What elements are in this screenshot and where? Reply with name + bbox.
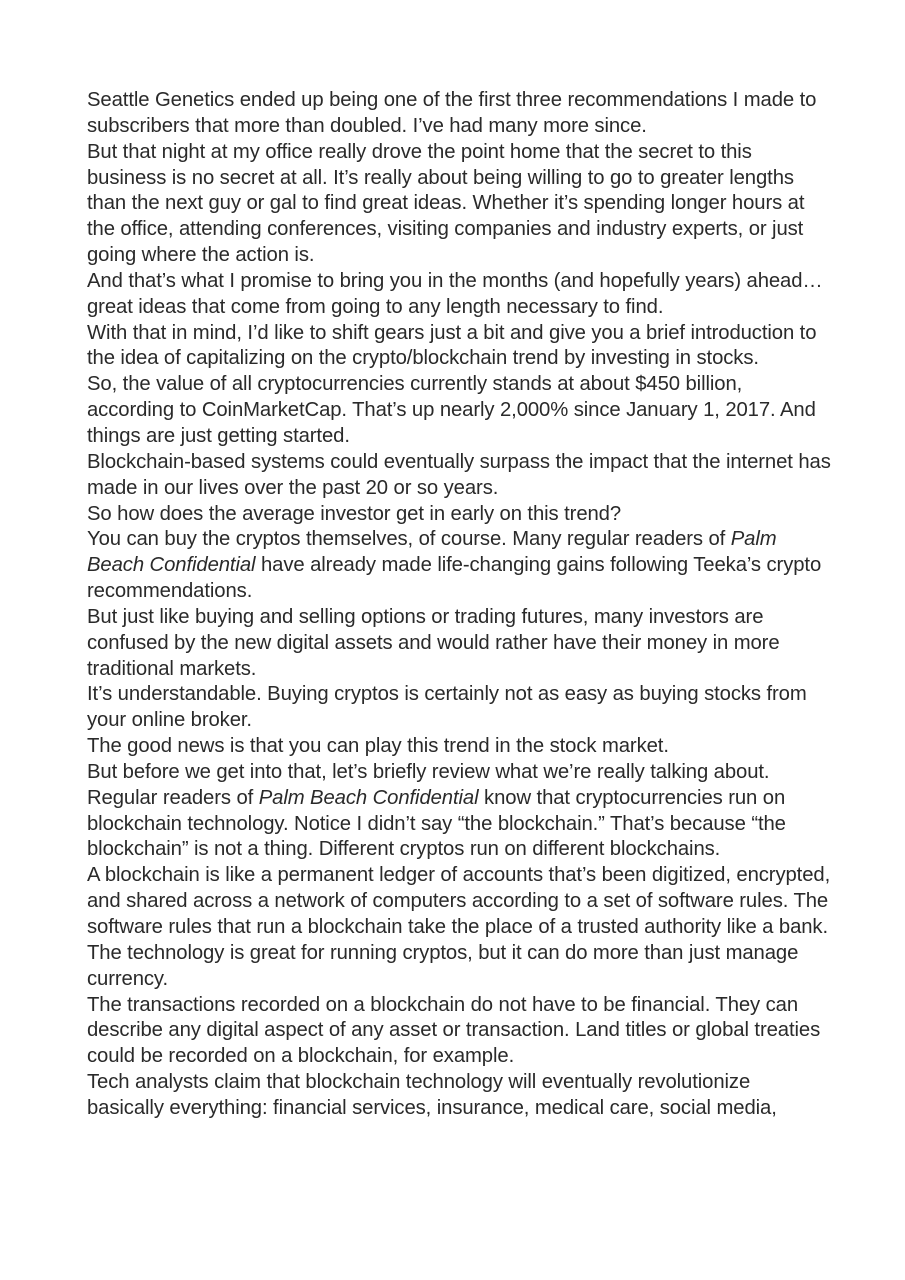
paragraph-text: Tech analysts claim that blockchain technology will eventually revolutionize basically everything: financial services, insurance, medical care, social media,	[87, 1071, 777, 1119]
paragraph	[87, 527, 832, 605]
paragraph	[87, 321, 832, 373]
paragraph	[87, 269, 832, 321]
paragraph-text: And that’s what I promise to bring you in the months (and hopefully years) ahead… great ideas that come from going to any length necessary to find.	[87, 269, 823, 318]
paragraph-text: You can buy the cryptos themselves, of course. Many regular readers of	[87, 528, 731, 551]
paragraph	[87, 682, 832, 734]
paragraph-text: So how does the average investor get in early on this trend?	[87, 502, 622, 525]
paragraph	[87, 605, 832, 683]
paragraph	[87, 1070, 832, 1122]
paragraph-text: With that in mind, I’d like to shift gears just a bit and give you a brief introduction to the idea of capitalizing on the crypto/blockchain trend by investing in stocks.	[87, 321, 817, 370]
paragraph	[87, 88, 832, 140]
publication-title: Palm Beach Confidential	[87, 528, 777, 577]
paragraph-text: Seattle Genetics ended up being one of the first three recommendations I made to subscribers that more than doubled. I’ve had many more since.	[87, 89, 817, 137]
publication-title: Palm Beach Confidential	[258, 786, 479, 809]
paragraph	[87, 993, 832, 1071]
paragraph	[87, 372, 832, 450]
paragraph	[87, 760, 832, 786]
paragraph-text: A blockchain is like a permanent ledger of accounts that’s been digitized, encrypted, and shared across a network of computers according to a set of software rules. The software rules that run a blockchain take the place of a trusted authority like a bank. The technology is great for running cryptos, but it can do more than just manage currency.	[87, 864, 831, 990]
paragraph-text: So, the value of all cryptocurrencies currently stands at about $450 billion, according to CoinMarketCap. That’s up nearly 2,000% since January 1, 2017. And things are just getting started.	[87, 373, 816, 447]
paragraph	[87, 450, 832, 502]
paragraph-text: But just like buying and selling options or trading futures, many investors are confused by the new digital assets and would rather have their money in more traditional markets.	[87, 605, 780, 680]
paragraph-text: Regular readers of	[87, 786, 259, 809]
paragraph-text: Blockchain-based systems could eventually surpass the impact that the internet has made in our lives over the past 20 or so years.	[87, 450, 831, 499]
body-text	[87, 88, 832, 1122]
paragraph-text: But before we get into that, let’s briefly review what we’re really talking about.	[87, 760, 770, 783]
paragraph-text: But that night at my office really drove the point home that the secret to this business is no secret at all. It’s really about being willing to go to greater lengths than the next guy or gal to find great ideas. Whether it’s spending longer hours at the office, attending conferences, visiting companies and industry experts, or just going where the action is.	[87, 140, 805, 267]
paragraph	[87, 786, 832, 864]
paragraph	[87, 863, 832, 992]
paragraph-text: know that cryptocurrencies run on blockchain technology. Notice I didn’t say “the blockchain.” That’s because “the blockchain” is not a thing. Different cryptos run on different blockchains.	[87, 786, 786, 861]
paragraph-text: have already made life-changing gains following Teeka’s crypto recommendations.	[87, 554, 822, 603]
paragraph-text: The transactions recorded on a blockchain do not have to be financial. They can describe any digital aspect of any asset or transaction. Land titles or global treaties could be recorded on a blockchain, for example.	[87, 993, 821, 1068]
paragraph	[87, 140, 832, 269]
paragraph-text: The good news is that you can play this trend in the stock market.	[87, 735, 669, 758]
paragraph	[87, 734, 832, 760]
paragraph	[87, 502, 832, 528]
paragraph-text: It’s understandable. Buying cryptos is certainly not as easy as buying stocks from your online broker.	[87, 683, 807, 732]
